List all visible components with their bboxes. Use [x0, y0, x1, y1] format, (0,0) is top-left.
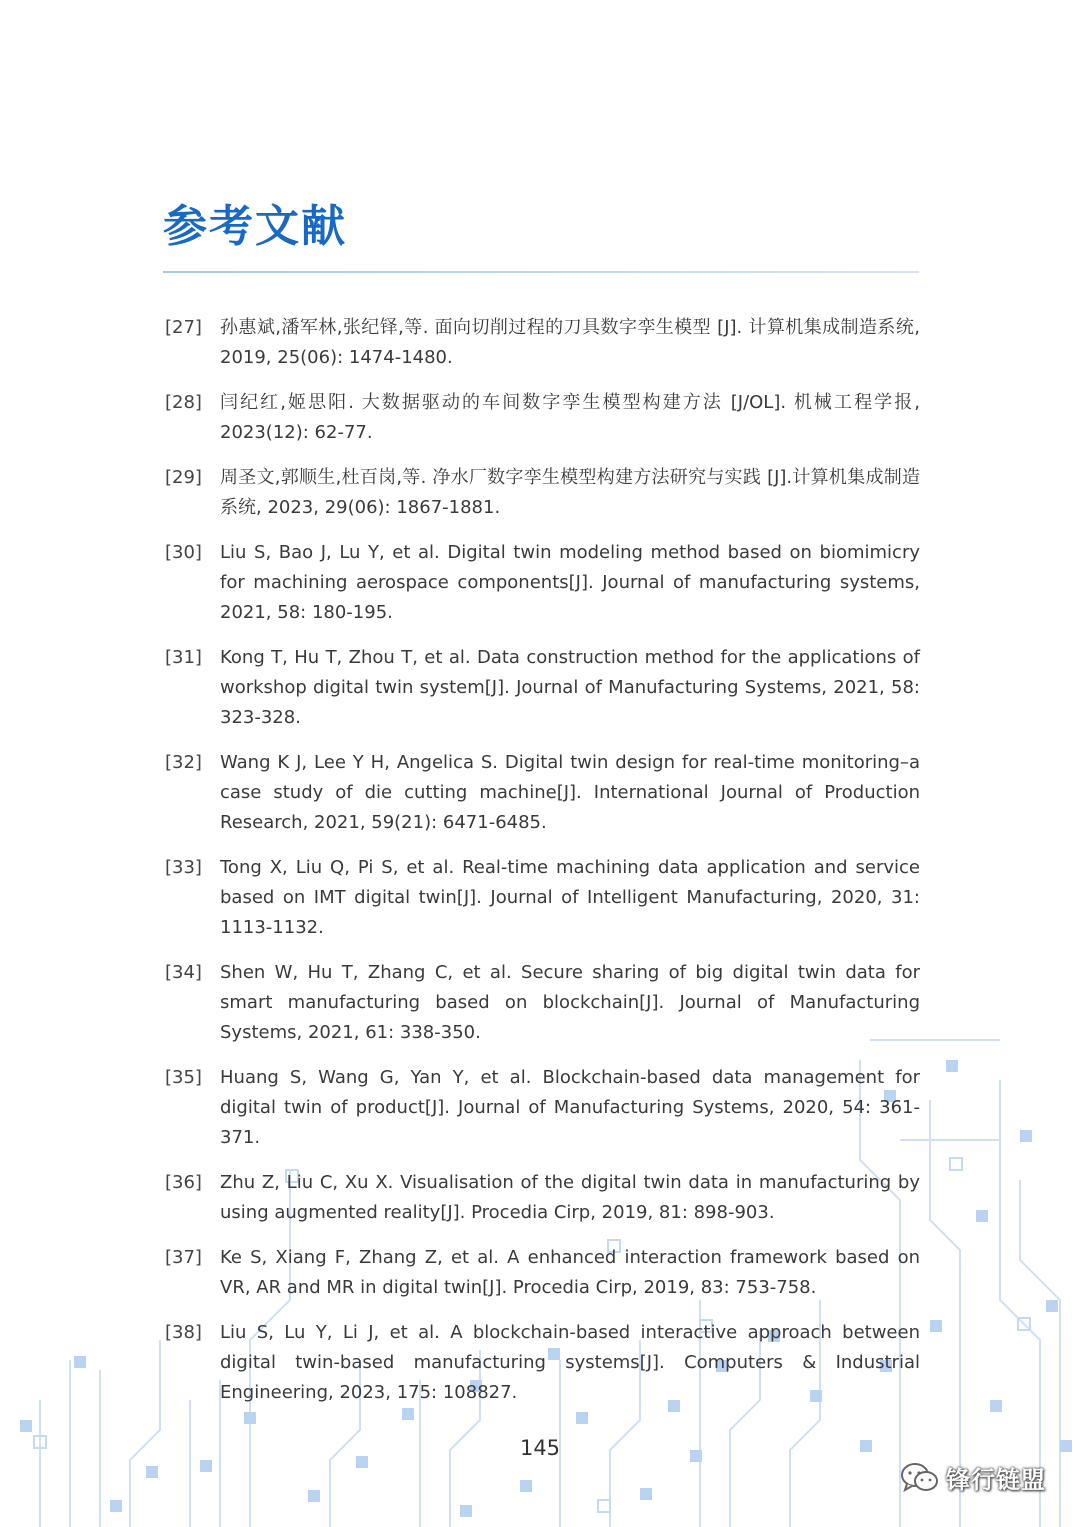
reference-text: Wang K J, Lee Y H, Angelica S. Digital twin design for real-time monitoring–a case study of die cutting machine[J]. International Journal of Production Research, 2021, 59(21): 6471-6485. [220, 752, 920, 833]
reference-text: Zhu Z, Liu C, Xu X. Visualisation of the digital twin data in manufacturing by using augmented reality[J]. Procedia Cirp, 2019, 81: 898-903. [220, 1172, 920, 1223]
reference-number: [27] [165, 317, 202, 338]
reference-item [165, 538, 920, 628]
reference-number: [29] [165, 467, 202, 488]
reference-item [165, 1243, 920, 1303]
reference-item [165, 388, 920, 448]
watermark-text: 锋行链盟 [946, 1466, 1046, 1494]
reference-item [165, 643, 920, 733]
reference-text: 周圣文,郭顺生,杜百岗,等. 净水厂数字孪生模型构建方法研究与实践 [J].计算机集成制造系统, 2023, 29(06): 1867-1881. [220, 467, 920, 518]
reference-text: Tong X, Liu Q, Pi S, et al. Real-time machining data application and service based on IMT digital twin[J]. Journal of Intelligent Manufacturing, 2020, 31: 1113-1132. [220, 857, 920, 938]
reference-item [165, 1168, 920, 1228]
page-title: 参考文献 [163, 201, 347, 252]
reference-text: Ke S, Xiang F, Zhang Z, et al. A enhanced interaction framework based on VR, AR and MR in digital twin[J]. Procedia Cirp, 2019, 83: 753-758. [220, 1247, 920, 1298]
reference-number: [31] [165, 647, 202, 668]
title-divider [163, 271, 919, 273]
reference-item [165, 313, 920, 373]
reference-number: [30] [165, 542, 202, 563]
reference-text: Liu S, Bao J, Lu Y, et al. Digital twin modeling method based on biomimicry for machining aerospace components[J]. Journal of manufacturing systems, 2021, 58: 180-195. [220, 542, 920, 623]
reference-item [165, 1063, 920, 1153]
reference-text: Kong T, Hu T, Zhou T, et al. Data construction method for the applications of workshop digital twin system[J]. Journal of Manufacturing Systems, 2021, 58: 323-328. [220, 647, 920, 728]
reference-item [165, 958, 920, 1048]
reference-item [165, 1318, 920, 1408]
reference-number: [32] [165, 752, 202, 773]
reference-item [165, 463, 920, 523]
wechat-icon [900, 1461, 940, 1495]
reference-list [165, 313, 920, 1423]
reference-number: [37] [165, 1247, 202, 1268]
reference-item [165, 853, 920, 943]
reference-text: Liu S, Lu Y, Li J, et al. A blockchain-based interactive approach between digital twin-based manufacturing systems[J]. Computers & Industrial Engineering, 2023, 175: 108827. [220, 1322, 920, 1403]
reference-text: 孙惠斌,潘军林,张纪铎,等. 面向切削过程的刀具数字孪生模型 [J]. 计算机集成制造系统, 2019, 25(06): 1474-1480. [220, 317, 920, 368]
reference-text: Shen W, Hu T, Zhang C, et al. Secure sharing of big digital twin data for smart manufacturing based on blockchain[J]. Journal of Manufacturing Systems, 2021, 61: 338-350. [220, 962, 920, 1043]
page-number: 145 [519, 1436, 561, 1460]
reference-item [165, 748, 920, 838]
reference-number: [35] [165, 1067, 202, 1088]
reference-text: 闫纪红,姬思阳. 大数据驱动的车间数字孪生模型构建方法 [J/OL]. 机械工程学报, 2023(12): 62-77. [220, 392, 920, 443]
reference-number: [36] [165, 1172, 202, 1193]
reference-number: [38] [165, 1322, 202, 1343]
watermark [900, 1460, 1046, 1495]
reference-number: [28] [165, 392, 202, 413]
reference-number: [34] [165, 962, 202, 983]
reference-text: Huang S, Wang G, Yan Y, et al. Blockchain-based data management for digital twin of product[J]. Journal of Manufacturing Systems, 2020, 54: 361-371. [220, 1067, 920, 1148]
reference-number: [33] [165, 857, 202, 878]
